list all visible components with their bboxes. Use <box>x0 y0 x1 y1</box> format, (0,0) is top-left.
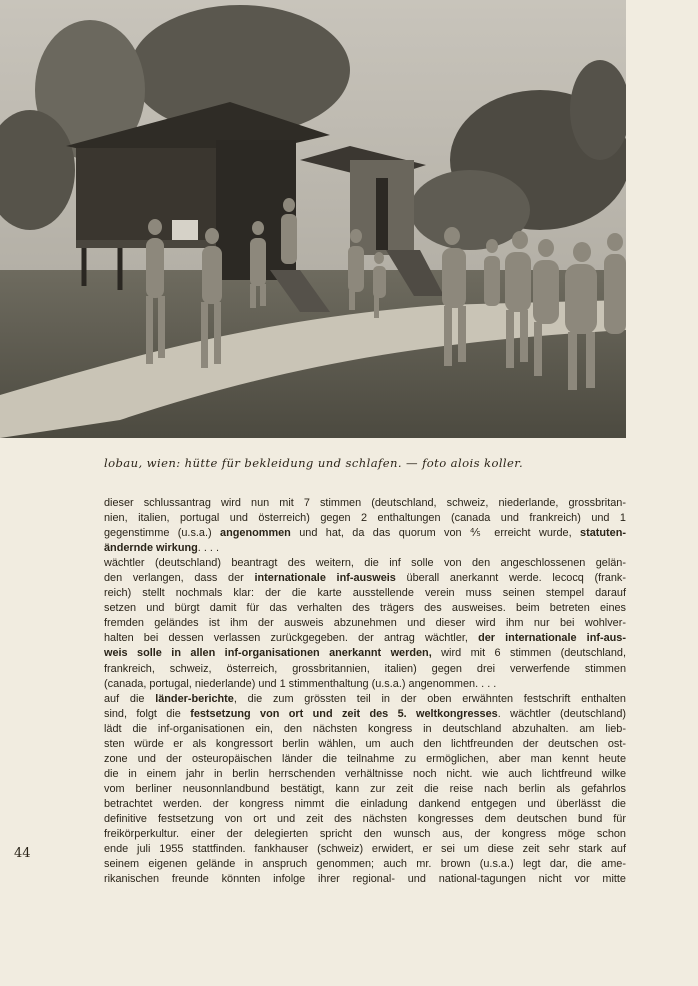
text-line <box>104 722 626 737</box>
text-run: , die zum grössten teil in der oben erwähnten festschrift enthalten <box>233 692 626 705</box>
text-run: die in einem jahr in berlin herrschenden verhältnisse noch nicht. wie auch lichtfreund wilke <box>104 767 626 780</box>
text-run: (canada, portugal, niederlande) und 1 stimmenthaltung (u.s.a.) angenommen. . . . <box>104 677 497 690</box>
text-line <box>104 782 626 797</box>
article-body <box>104 496 626 887</box>
text-run: wächtler (deutschland) beantragt des weitern, die inf solle von den angeschlossenen gelän- <box>104 557 626 570</box>
text-line <box>104 677 626 692</box>
text-run: nien, italien, portugal und österreich) gegen 2 enthaltungen (canada und frankreich) und 1 <box>104 512 626 525</box>
text-run: dieser schlussantrag wird nun mit 7 stimmen (deutschland, schweiz, niederlande, grossbritan- <box>104 497 626 509</box>
text-run: . . . . <box>197 542 219 555</box>
text-line <box>104 586 626 601</box>
text-run: und hat, da das quorum von ⅘ erreicht wurde, <box>290 527 581 540</box>
text-line <box>104 737 626 752</box>
text-run: fremden geländes ist ihm der ausweis abzunehmen und dieser wird ihm nur bei wohlver- <box>104 617 626 630</box>
text-line <box>104 571 626 586</box>
text-run: freikörperkultur. einer der delegierten spricht den wunsch aus, der kongress möge schon <box>104 828 626 841</box>
text-run: . wächtler (deutschland) <box>497 707 627 720</box>
text-run: rikanischen freunde könnten infolge ihrer regional- und national-tagungen nicht vor mitte <box>104 873 626 886</box>
text-run: auf die <box>104 692 156 705</box>
text-run: definitive festsetzung von ort und zeit des nächsten kongresses dem deutschen bund für <box>104 812 626 825</box>
text-run: lädt die inf-organisationen ein, den nächsten kongress in deutschland abzuhalten. am lieb- <box>104 722 626 735</box>
bold-text: ändernde wirkung <box>104 542 198 555</box>
text-run: sten würde er als kongressort berlin wählen, um auch den lichtfreunden der deutschen ost- <box>104 737 626 750</box>
text-line <box>104 662 626 677</box>
text-line <box>104 511 626 526</box>
text-line <box>104 827 626 842</box>
text-run: reich) stellt nochmals klar: der die karte ausstellende verein muss seinen stempel darauf <box>104 587 626 600</box>
text-run: betrachtet werden. der kongress nimmt die einladung dankend entgegen und überlässt die <box>104 797 626 810</box>
text-line <box>104 857 626 872</box>
bold-text: weis solle in allen inf-organisationen anerkannt werden, <box>104 647 432 660</box>
text-line <box>104 526 626 541</box>
bold-text: festsetzung von ort und zeit des 5. weltkongresses <box>190 707 498 720</box>
text-line <box>104 707 626 722</box>
text-line <box>104 496 626 511</box>
photo-caption: lobau, wien: hütte für bekleidung und schlafen. — foto alois koller. <box>104 456 524 470</box>
bold-text: länder-berichte <box>155 692 234 705</box>
text-line <box>104 752 626 767</box>
text-run: setzen und bürgt damit für das verhalten des trägers des ausweises. beim betreten eines <box>104 602 626 615</box>
text-line <box>104 631 626 646</box>
text-run: gegenstimme (u.s.a.) <box>104 527 221 540</box>
text-line <box>104 601 626 616</box>
text-line <box>104 767 626 782</box>
text-run: zone und der osteuropäischen länder die teilnahme zu ermöglichen, aber man kennt heute <box>104 752 626 765</box>
text-run: sind, folgt die <box>104 707 191 720</box>
text-run: seinem eigenen gelände in anspruch genommen; auch mr. brown (u.s.a.) legt dar, die ame- <box>104 858 626 871</box>
bold-text: internationale inf-ausweis <box>254 572 396 585</box>
bold-text: der internationale inf-aus- <box>478 632 626 645</box>
text-line <box>104 872 626 887</box>
text-line <box>104 616 626 631</box>
text-line <box>104 646 626 661</box>
text-line <box>104 556 626 571</box>
page-number: 44 <box>14 846 31 861</box>
text-line <box>104 692 626 707</box>
text-run: den verlangen, dass der <box>104 572 255 585</box>
text-run: ende juli 1955 stattfinden. fankhauser (schweiz) erwidert, er sei um diese zeit sehr stark auf <box>104 843 626 856</box>
text-run: frankreich, schweiz, österreich, grossbritannien, italien) gegen drei verwerfende stimmen <box>104 662 626 675</box>
photograph <box>0 0 626 438</box>
text-line <box>104 541 626 556</box>
text-line <box>104 842 626 857</box>
text-run: vom berliner neusonnlandbund bestätigt, kann zur zeit die reise nach berlin als gefahrlos <box>104 782 626 795</box>
bold-text: statuten- <box>580 527 626 540</box>
text-line <box>104 812 626 827</box>
photo-illustration <box>0 0 626 438</box>
text-run: wird mit 6 stimmen (deutschland, <box>431 647 626 660</box>
text-run: überall anerkannt werde. lecocq (frank- <box>395 572 626 585</box>
bold-text: angenommen <box>220 527 291 540</box>
text-line <box>104 797 626 812</box>
text-run: halten bei dessen verlassen zurückgegeben. der antrag wächtler, <box>104 632 479 645</box>
